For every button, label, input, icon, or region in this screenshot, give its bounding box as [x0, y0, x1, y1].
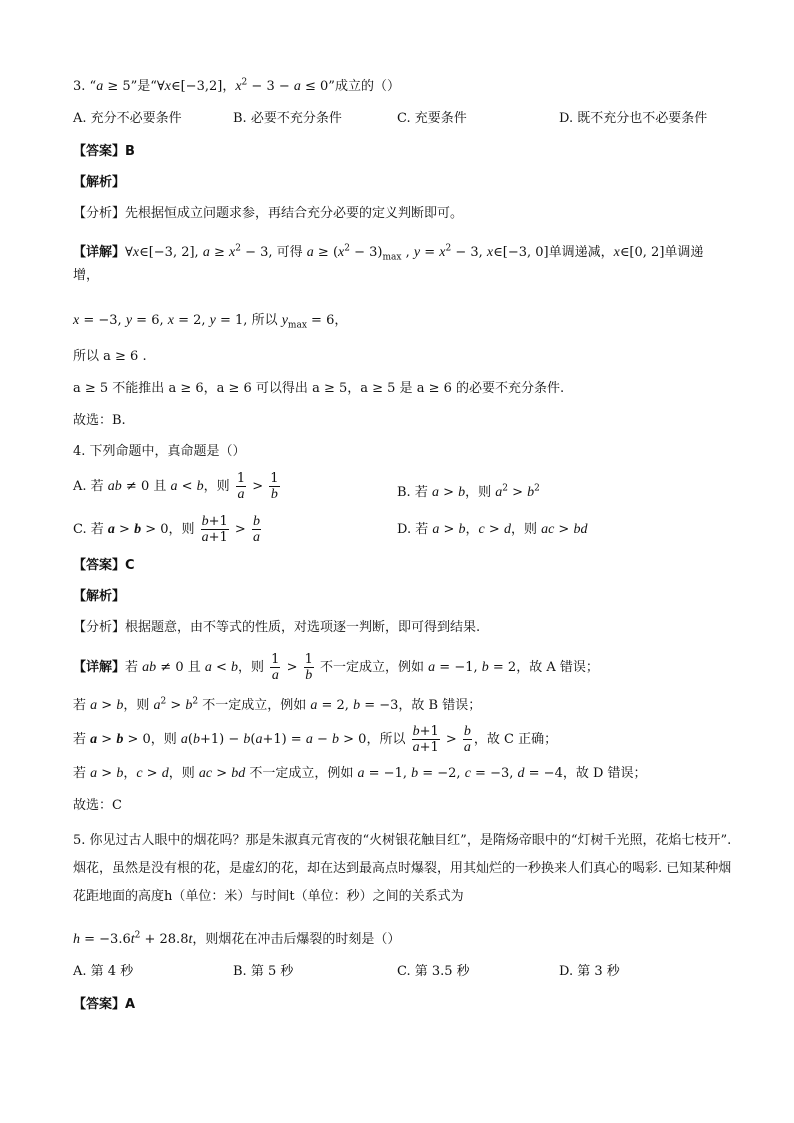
q3-option-a: A. 充分不必要条件: [73, 111, 182, 126]
q4-detail-4: 若 a > b，c > d，则 ac > bd 不一定成立，例如 a = −1, b = −2, c = −3, d = −4，故 D 错误；: [73, 766, 647, 781]
q3-detail-1: 【详解】∀x∈[−3, 2], $a \ge x^2 - 3$, 可得 $a \ge (x^2 - 3)_{max}$ , $y = x^2 - 3$, x∈[−3, 0]单调递减，x∈[0, 2]单调递: [73, 244, 704, 263]
q3-detail-2: x = −3, y = 6, x = 2, y = 1, 所以 $y_{max} = 6$，: [73, 313, 348, 331]
q3-answer: 【答案】B: [73, 144, 135, 159]
q5-stem: 5. 你见过古人眼中的烟花吗？那是朱淑真元宵夜的“火树银花触目红”，是隋炀帝眼中的“灯树千光照，花焰七枝开”. 烟花，虽然是没有根的花，是虚幻的花，却在达到最高点时爆裂，用其灿烂的一秒换来人们真心的喝彩. 已知某种烟花距地面的高度h（单位：米）与时间t（单位：秒）之间的关系式为: [73, 833, 732, 904]
q5-option-d: D. 第 3 秒: [559, 964, 620, 979]
q3-analysis: 【分析】先根据恒成立问题求参，再结合充分必要的定义判断即可。: [73, 206, 464, 221]
q4-detail-1: 【详解】若 ab ≠ 0 且 a < b，则 $\frac{1}{a}$ > $\frac{1}{b}$ 不一定成立，例如 a = −1, b = 2，故 A 错误；: [73, 652, 599, 683]
q3-option-b: B. 必要不充分条件: [233, 111, 342, 126]
q4-option-d: D. 若 a > b，c > d，则 ac > bd: [397, 522, 588, 537]
q4-option-b: B. 若 a > b，则 $a^2 > b^2$: [397, 484, 540, 501]
q3-detail-1b: 增，: [73, 268, 100, 283]
q4-jiexi-heading: 【解析】: [73, 589, 126, 604]
q4-stem: 4. 下列命题中，真命题是（）: [73, 444, 246, 459]
q3-jiexi-heading: 【解析】: [73, 175, 126, 190]
q5-option-c: C. 第 3.5 秒: [397, 964, 470, 979]
q4-option-a: A. 若 ab ≠ 0 且 a < b，则 $\frac{1}{a}$ > $\frac{1}{b}$: [73, 471, 279, 502]
q4-option-c: C. 若 a > b > 0，则 $\frac{b+1}{a+1}$ > $\frac{b}{a}$: [73, 514, 260, 545]
q3-option-d: D. 既不充分也不必要条件: [559, 111, 708, 126]
q5-option-b: B. 第 5 秒: [233, 964, 294, 979]
q4-detail-2: 若 a > b，则 $a^2 > b^2$ 不一定成立，例如 a = 2, b = −3，故 B 错误；: [73, 697, 482, 714]
q4-answer: 【答案】C: [73, 558, 135, 573]
q4-choose: 故选：C: [73, 798, 122, 813]
q3-choose: 故选：B.: [73, 413, 126, 428]
q4-analysis: 【分析】根据题意，由不等式的性质，对选项逐一判断，即可得到结果.: [73, 620, 481, 635]
q3-detail-4: a ≥ 5 不能推出 a ≥ 6，a ≥ 6 可以得出 a ≥ 5，a ≥ 5 是 a ≥ 6 的必要不充分条件.: [73, 381, 565, 396]
q3-stem: 3. “a ≥ 5”是“∀x∈[−3,2]，$x^2 - 3 - a \le 0$”成立的（）: [73, 78, 400, 95]
q3-option-c: C. 充要条件: [397, 111, 467, 126]
q4-detail-3: 若 a > b > 0，则 a(b+1) − b(a+1) = a − b > 0，所以 $\frac{b+1}{a+1}$ > $\frac{b}{a}$ ，故 C 正确；: [73, 724, 558, 755]
q5-answer: 【答案】A: [73, 997, 136, 1012]
q3-detail-3: 所以 a ≥ 6 .: [73, 349, 147, 364]
q5-formula: $h = -3.6t^2 + 28.8t$，则烟花在冲击后爆裂的时刻是（）: [73, 931, 401, 948]
q5-option-a: A. 第 4 秒: [73, 964, 134, 979]
